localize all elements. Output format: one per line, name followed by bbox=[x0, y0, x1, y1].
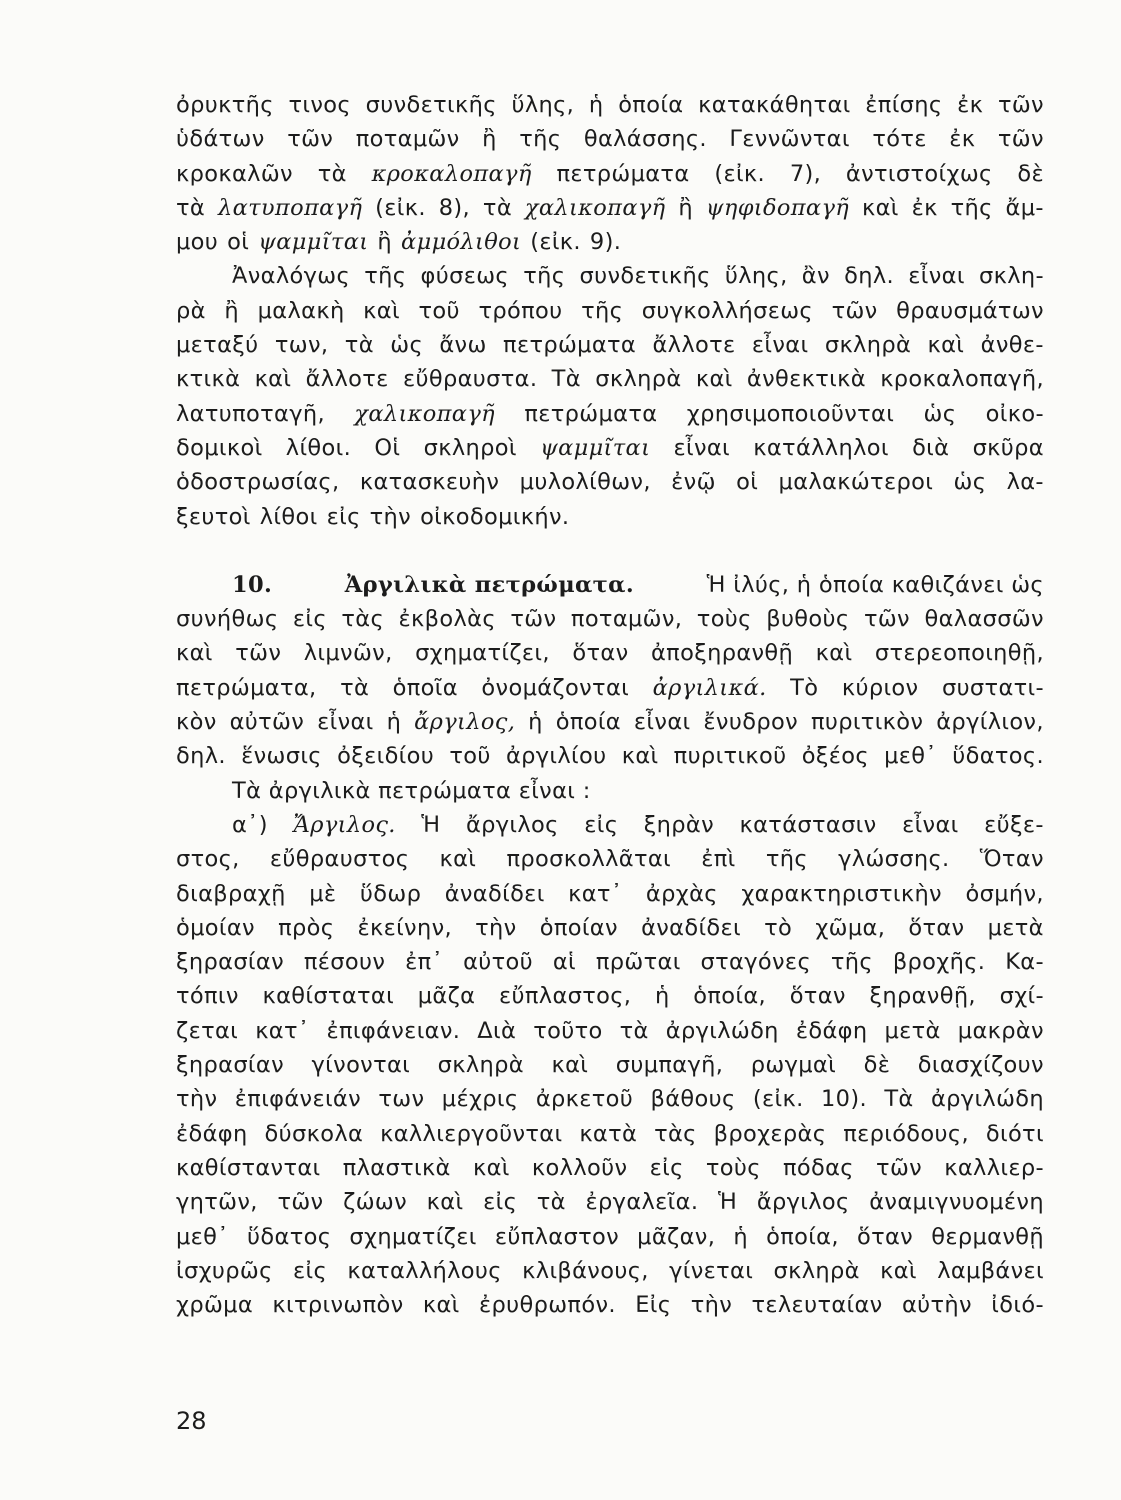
text-line: ξευτοὶ λίθοι εἰς τὴν οἰκοδομικήν. bbox=[176, 503, 570, 530]
text-line: ἐδάφη δύσκολα καλλιεργοῦνται κατὰ τὰς βροχερὰς περιόδους, διότι bbox=[176, 1120, 1044, 1147]
text-line: ὀρυκτῆς τινος συνδετικῆς ὕλης, ἡ ὁποία κατακάθηται ἐπίσης ἐκ τῶν bbox=[176, 92, 1044, 118]
text-line: γητῶν, τῶν ζώων καὶ εἰς τὰ ἐργαλεῖα. Ἡ ἄργιλος ἀναμιγνυομένη bbox=[176, 1189, 1044, 1216]
text-line: καθίστανται πλαστικὰ καὶ κολλοῦν εἰς τοὺς πόδας τῶν καλλιερ- bbox=[176, 1154, 1044, 1181]
paragraph-5 bbox=[176, 808, 1044, 1322]
text-line: μεθ᾽ ὕδατος σχηματίζει εὔπλαστον μᾶζαν, ἡ ὁποία, ὅταν θερμανθῇ bbox=[176, 1223, 1044, 1250]
paragraph-3 bbox=[176, 602, 1044, 773]
text-line: ὁμοίαν πρὸς ἐκείνην, τὴν ὁποίαν ἀναδίδει τὸ χῶμα, ὅταν μετὰ bbox=[176, 914, 1044, 941]
paragraph-2 bbox=[176, 259, 1044, 533]
text-line: κτικὰ καὶ ἄλλοτε εὔθραυστα. Τὰ σκληρὰ καὶ ἀνθεκτικὰ κροκαλοπαγῆ, bbox=[176, 366, 1044, 393]
section-title: Ἀργιλικὰ πετρώματα. bbox=[344, 571, 635, 598]
text-line: μου οἱ ψαμμῖται ἢ ἀμμόλιθοι (εἰκ. 9). bbox=[176, 229, 622, 256]
text-line: ζεται κατ᾽ ἐπιφάνειαν. Διὰ τοῦτο τὰ ἀργιλώδη ἐδάφη μετὰ μακρὰν bbox=[176, 1017, 1044, 1044]
text-line: κροκαλῶν τὰ κροκαλοπαγῆ πετρώματα (εἰκ. 7), ἀντιστοίχως δὲ bbox=[176, 160, 1044, 187]
section-gap bbox=[176, 534, 1044, 568]
text-line: μεταξύ των, τὰ ὡς ἄνω πετρώματα ἄλλοτε εἶναι σκληρὰ καὶ ἀνθε- bbox=[176, 332, 1044, 359]
heading-line-rest: Ἡ ἰλύς, ἡ ὁποία καθιζάνει ὡς bbox=[706, 571, 1044, 598]
text-line: κὸν αὐτῶν εἶναι ἡ ἄργιλος, ἡ ὁποία εἶναι ἔνυδρον πυριτικὸν ἀργίλιον, bbox=[176, 709, 1044, 736]
text-line: δηλ. ἕνωσις ὀξειδίου τοῦ ἀργιλίου καὶ πυριτικοῦ ὀξέος μεθ᾽ ὕδατος. bbox=[176, 743, 1044, 770]
section-number: 10. bbox=[232, 571, 273, 598]
text-line: δομικοὶ λίθοι. Οἱ σκληροὶ ψαμμῖται εἶναι κατάλληλοι διὰ σκῦρα bbox=[176, 434, 1044, 461]
text-line: χρῶμα κιτρινωπὸν καὶ ἐρυθρωπόν. Εἰς τὴν τελευταίαν αὐτὴν ἰδιό- bbox=[176, 1292, 1044, 1319]
text-line: τὰ λατυποπαγῆ (εἰκ. 8), τὰ χαλικοπαγῆ ἢ ψηφιδοπαγῆ καὶ ἐκ τῆς ἄμ- bbox=[176, 194, 1044, 221]
text-line: α᾽) Ἄργιλος. Ἡ ἄργιλος εἰς ξηρὰν κατάστασιν εἶναι εὔξε- bbox=[232, 811, 1044, 838]
text-line: τόπιν καθίσταται μᾶζα εὔπλαστος, ἡ ὁποία, ὅταν ξηρανθῇ, σχί- bbox=[176, 983, 1044, 1010]
text-line: Ἀναλόγως τῆς φύσεως τῆς συνδετικῆς ὕλης, ἂν δηλ. εἶναι σκλη- bbox=[232, 263, 1044, 290]
text-line: ὑδάτων τῶν ποταμῶν ἢ τῆς θαλάσσης. Γεννῶνται τότε ἐκ τῶν bbox=[176, 126, 1044, 153]
section-heading-line bbox=[176, 568, 1044, 602]
text-line: ὁδοστρωσίας, κατασκευὴν μυλολίθων, ἐνῷ οἱ μαλακώτεροι ὡς λα- bbox=[176, 469, 1044, 496]
text-line: τὴν ἐπιφάνειάν των μέχρις ἀρκετοῦ βάθους (εἰκ. 10). Τὰ ἀργιλώδη bbox=[176, 1086, 1044, 1113]
body-text bbox=[176, 88, 1044, 1322]
text-line: ξηρασίαν γίνονται σκληρὰ καὶ συμπαγῆ, ρωγμαὶ δὲ διασχίζουν bbox=[176, 1052, 1044, 1079]
text-line: στος, εὔθραυστος καὶ προσκολλᾶται ἐπὶ τῆς γλώσσης. Ὅταν bbox=[176, 846, 1044, 873]
paragraph-4 bbox=[176, 774, 1044, 808]
paragraph-4-text: Τὰ ἀργιλικὰ πετρώματα εἶναι : bbox=[232, 777, 591, 804]
text-line: λατυποταγῆ, χαλικοπαγῆ πετρώματα χρησιμοποιοῦνται ὡς οἰκο- bbox=[176, 400, 1044, 427]
text-line: διαβραχῇ μὲ ὕδωρ ἀναδίδει κατ᾽ ἀρχὰς χαρακτηριστικὴν ὀσμήν, bbox=[176, 880, 1044, 907]
text-line: συνήθως εἰς τὰς ἐκβολὰς τῶν ποταμῶν, τοὺς βυθοὺς τῶν θαλασσῶν bbox=[176, 606, 1044, 633]
page-number: 28 bbox=[176, 1407, 207, 1435]
text-line: ρὰ ἢ μαλακὴ καὶ τοῦ τρόπου τῆς συγκολλήσεως τῶν θραυσμάτων bbox=[176, 297, 1044, 324]
text-line: ξηρασίαν πέσουν ἐπ᾽ αὐτοῦ αἱ πρῶται σταγόνες τῆς βροχῆς. Κα- bbox=[176, 949, 1044, 976]
text-line: πετρώματα, τὰ ὁποῖα ὀνομάζονται ἀργιλικά. Τὸ κύριον συστατι- bbox=[176, 674, 1044, 701]
text-line: ἰσχυρῶς εἰς καταλλήλους κλιβάνους, γίνεται σκληρὰ καὶ λαμβάνει bbox=[176, 1257, 1044, 1284]
paragraph-1 bbox=[176, 88, 1044, 259]
text-line: καὶ τῶν λιμνῶν, σχηματίζει, ὅταν ἀποξηρανθῇ καὶ στερεοποιηθῇ, bbox=[176, 640, 1044, 667]
